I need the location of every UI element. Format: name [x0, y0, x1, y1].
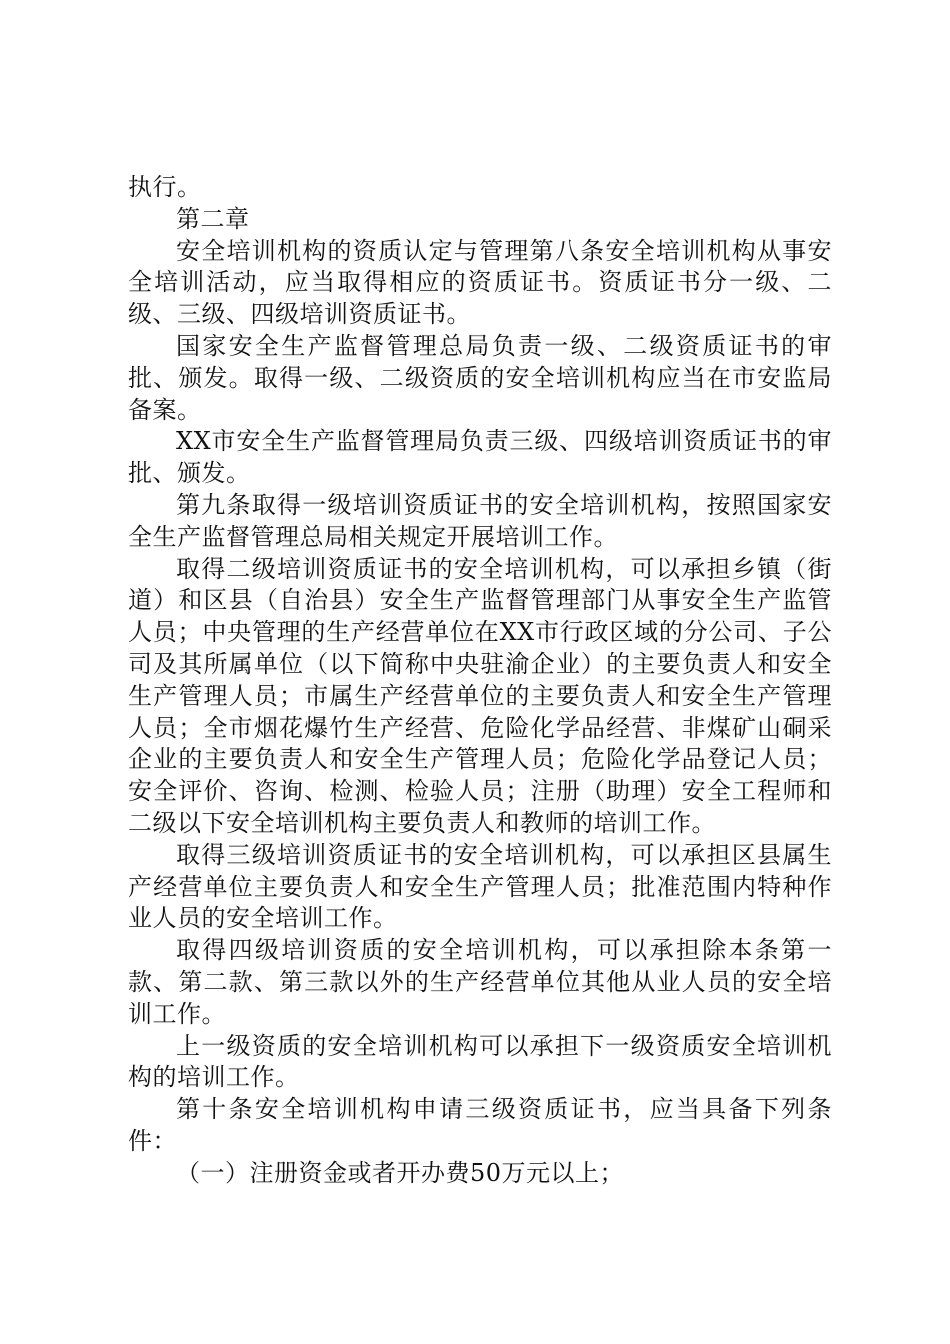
paragraph-higher-level: 上一级资质的安全培训机构可以承担下一级资质安全培训机构的培训工作。 — [128, 1031, 832, 1092]
document-body — [128, 172, 832, 1190]
paragraph-article-8: 安全培训机构的资质认定与管理第八条安全培训机构从事安全培训活动，应当取得相应的资质证书。资质证书分一级、二级、三级、四级培训资质证书。 — [128, 236, 832, 329]
paragraph-level-4: 取得四级培训资质的安全培训机构，可以承担除本条第一款、第二款、第三款以外的生产经营单位其他从业人员的安全培训工作。 — [128, 936, 832, 1028]
paragraph-level-3: 取得三级培训资质证书的安全培训机构，可以承担区县属生产经营单位主要负责人和安全生产管理人员；批准范围内特种作业人员的安全培训工作。 — [128, 840, 832, 933]
paragraph-city-authority: XX市安全生产监督管理局负责三级、四级培训资质证书的审批、颁发。 — [128, 427, 832, 488]
paragraph-article-9: 第九条取得一级培训资质证书的安全培训机构，按照国家安全生产监督管理总局相关规定开展培训工作。 — [128, 490, 832, 551]
paragraph-level-2: 取得二级培训资质证书的安全培训机构，可以承担乡镇（街道）和区县（自治县）安全生产监督管理部门从事安全生产监管人员；中央管理的生产经营单位在XX市行政区域的分公司、子公司及其所属单位（以下简称中央驻渝企业）的主要负责人和安全生产管理人员；市属生产经营单位的主要负责人和安全生产管理人员；全市烟花爆竹生产经营、危险化学品经营、非煤矿山硐采企业的主要负责人和安全生产管理人员；危险化学品登记人员；安全评价、咨询、检测、检验人员；注册（助理）安全工程师和二级以下安全培训机构主要负责人和教师的培训工作。 — [128, 554, 832, 837]
list-item-1: （一）注册资金或者开办费50万元以上； — [176, 1158, 625, 1187]
paragraph-continuation: 执行。 — [128, 173, 202, 201]
paragraph-national-authority: 国家安全生产监督管理总局负责一级、二级资质证书的审批、颁发。取得一级、二级资质的安全培训机构应当在市安监局备案。 — [128, 331, 832, 424]
chapter-heading: 第二章 — [176, 204, 250, 233]
paragraph-article-10: 第十条安全培训机构申请三级资质证书，应当具备下列条件： — [128, 1095, 832, 1155]
